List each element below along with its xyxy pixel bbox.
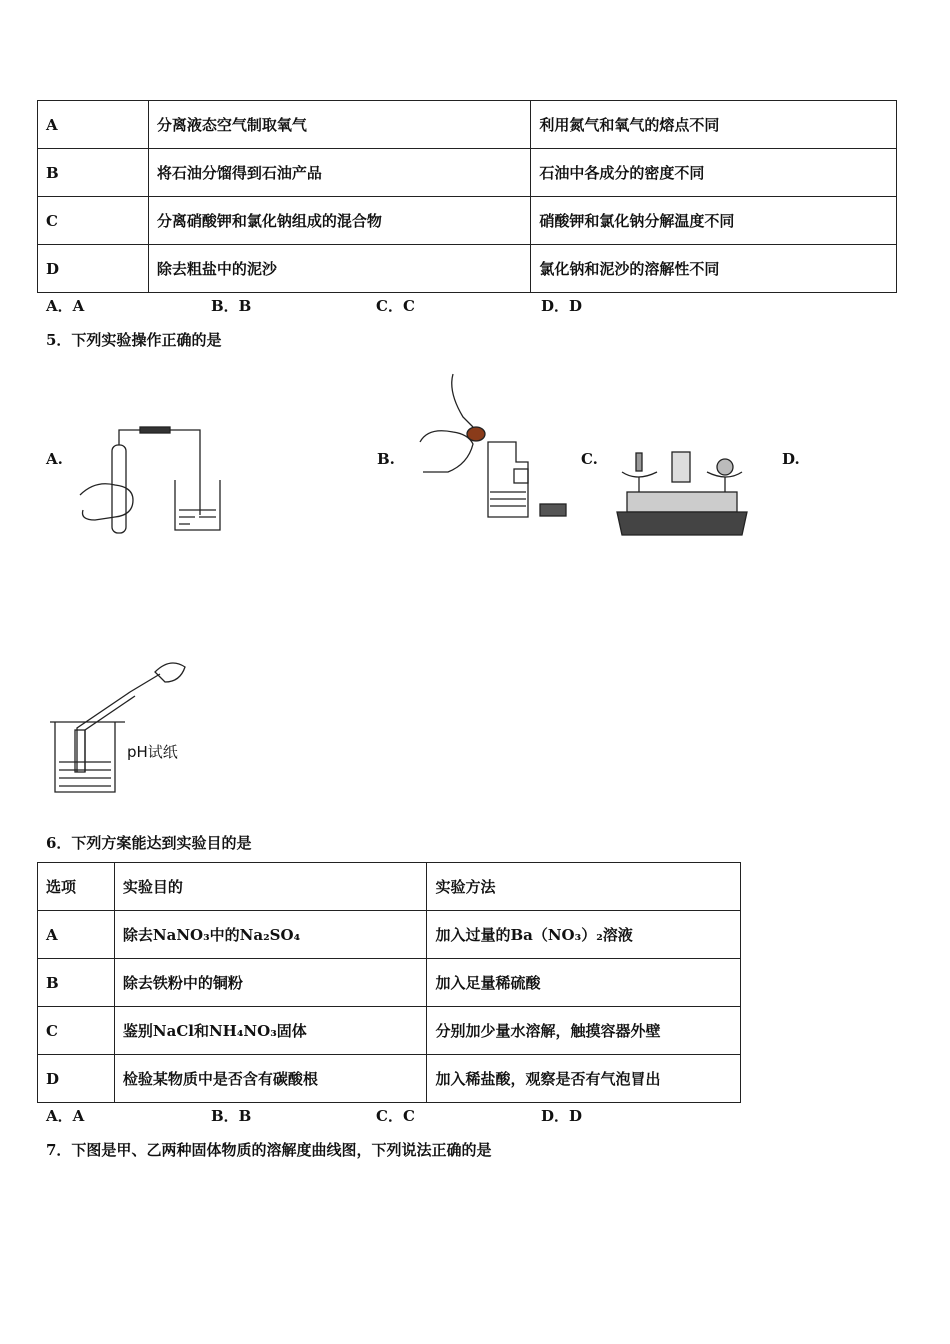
choice-c[interactable]: C．C xyxy=(376,1107,415,1125)
table-row xyxy=(38,1007,741,1055)
header-method: 实验方法 xyxy=(427,863,741,911)
header-opt: 选项 xyxy=(38,863,115,911)
option-cell: A xyxy=(38,101,149,149)
option-cell: B xyxy=(38,149,149,197)
table-row xyxy=(38,149,897,197)
choice-b[interactable]: B．B xyxy=(211,1107,252,1125)
figure-b-dropper xyxy=(418,372,578,527)
option-cell: C xyxy=(38,197,149,245)
option-cell: A xyxy=(38,911,115,959)
ph-paper-label: pH试纸 xyxy=(127,743,178,761)
option-cell: D xyxy=(38,1055,115,1103)
table-row xyxy=(38,959,741,1007)
q5-label-d[interactable]: D. xyxy=(782,450,800,468)
goal-cell: 鉴别NaCl和NH₄NO₃固体 xyxy=(114,1007,427,1055)
q7-title: 7．下图是甲、乙两种固体物质的溶解度曲线图，下列说法正确的是 xyxy=(46,1141,492,1159)
reason-cell: 石油中各成分的密度不同 xyxy=(531,149,897,197)
reason-cell: 硝酸钾和氯化钠分解温度不同 xyxy=(531,197,897,245)
table-row xyxy=(38,1055,741,1103)
q6-title: 6．下列方案能达到实验目的是 xyxy=(46,834,252,852)
choice-d[interactable]: D．D xyxy=(541,297,583,315)
table-row xyxy=(38,911,741,959)
method-cell: 分别加少量水溶解，触摸容器外壁 xyxy=(427,1007,741,1055)
table-row xyxy=(38,197,897,245)
goal-cell: 检验某物质中是否含有碳酸根 xyxy=(114,1055,427,1103)
choice-b[interactable]: B．B xyxy=(211,297,252,315)
reason-cell: 利用氮气和氧气的熔点不同 xyxy=(531,101,897,149)
header-goal: 实验目的 xyxy=(114,863,427,911)
method-cell: 加入稀盐酸，观察是否有气泡冒出 xyxy=(427,1055,741,1103)
q4-table xyxy=(37,100,897,293)
table-header-row xyxy=(38,863,741,911)
goal-cell: 除去铁粉中的铜粉 xyxy=(114,959,427,1007)
q5-label-c[interactable]: C. xyxy=(581,450,598,468)
operation-cell: 分离硝酸钾和氯化钠组成的混合物 xyxy=(148,197,531,245)
method-cell: 加入足量稀硫酸 xyxy=(427,959,741,1007)
operation-cell: 将石油分馏得到石油产品 xyxy=(148,149,531,197)
table-row xyxy=(38,101,897,149)
choice-a[interactable]: A．A xyxy=(46,297,85,315)
goal-cell: 除去NaNO₃中的Na₂SO₄ xyxy=(114,911,427,959)
q6-table xyxy=(37,862,741,1103)
method-cell: 加入过量的Ba（NO₃）₂溶液 xyxy=(427,911,741,959)
q5-label-a[interactable]: A. xyxy=(46,450,63,468)
option-cell: C xyxy=(38,1007,115,1055)
operation-cell: 除去粗盐中的泥沙 xyxy=(148,245,531,293)
choice-d[interactable]: D．D xyxy=(541,1107,583,1125)
operation-cell: 分离液态空气制取氧气 xyxy=(148,101,531,149)
choice-a[interactable]: A．A xyxy=(46,1107,85,1125)
figure-a-gas-collection xyxy=(75,425,235,540)
table-row xyxy=(38,245,897,293)
q5-title: 5．下列实验操作正确的是 xyxy=(46,331,222,349)
option-cell: B xyxy=(38,959,115,1007)
option-cell: D xyxy=(38,245,149,293)
choice-c[interactable]: C．C xyxy=(376,297,415,315)
q5-label-b[interactable]: B. xyxy=(377,450,395,468)
figure-c-balance xyxy=(612,447,752,539)
reason-cell: 氯化钠和泥沙的溶解性不同 xyxy=(531,245,897,293)
figure-d-ph-test xyxy=(45,652,195,797)
